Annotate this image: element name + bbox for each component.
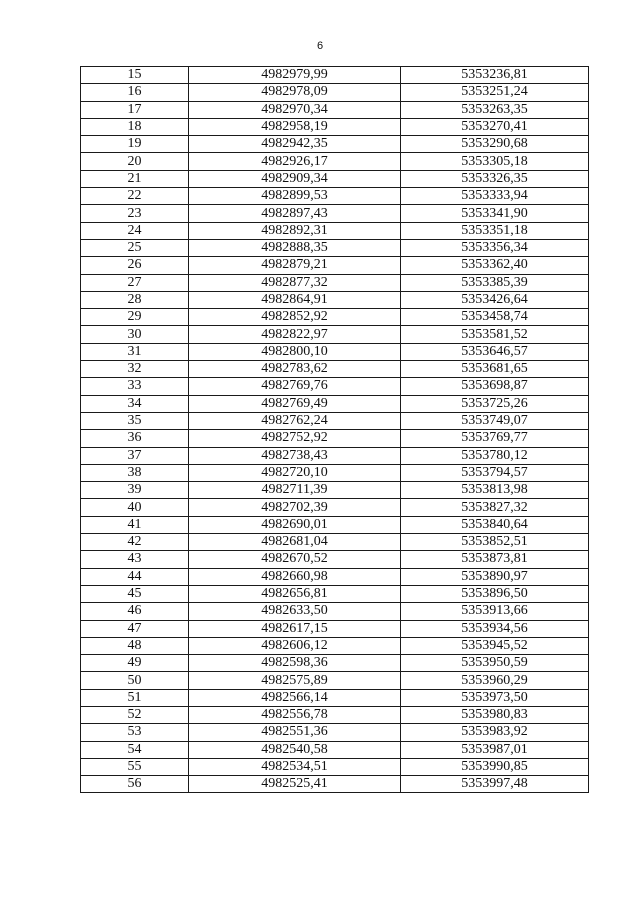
table-row: [81, 274, 589, 291]
point-number-cell: 15: [81, 67, 189, 84]
table-row: [81, 568, 589, 585]
x-coordinate-cell: 4982556,78: [189, 706, 401, 723]
point-number-cell: 47: [81, 620, 189, 637]
table-row: [81, 637, 589, 654]
y-coordinate-cell: 5353270,41: [401, 118, 589, 135]
x-coordinate-cell: 4982888,35: [189, 239, 401, 256]
table-row: [81, 551, 589, 568]
x-coordinate-cell: 4982769,76: [189, 378, 401, 395]
y-coordinate-cell: 5353333,94: [401, 188, 589, 205]
x-coordinate-cell: 4982877,32: [189, 274, 401, 291]
point-number-cell: 42: [81, 534, 189, 551]
point-number-cell: 45: [81, 585, 189, 602]
table-row: [81, 395, 589, 412]
x-coordinate-cell: 4982800,10: [189, 343, 401, 360]
table-row: [81, 603, 589, 620]
y-coordinate-cell: 5353725,26: [401, 395, 589, 412]
point-number-cell: 56: [81, 776, 189, 793]
y-coordinate-cell: 5353913,66: [401, 603, 589, 620]
x-coordinate-cell: 4982660,98: [189, 568, 401, 585]
x-coordinate-cell: 4982711,39: [189, 482, 401, 499]
x-coordinate-cell: 4982899,53: [189, 188, 401, 205]
x-coordinate-cell: 4982617,15: [189, 620, 401, 637]
x-coordinate-cell: 4982566,14: [189, 689, 401, 706]
x-coordinate-cell: 4982525,41: [189, 776, 401, 793]
table-row: [81, 499, 589, 516]
point-number-cell: 21: [81, 170, 189, 187]
table-row: [81, 326, 589, 343]
x-coordinate-cell: 4982783,62: [189, 361, 401, 378]
y-coordinate-cell: 5353646,57: [401, 343, 589, 360]
y-coordinate-cell: 5353698,87: [401, 378, 589, 395]
point-number-cell: 34: [81, 395, 189, 412]
point-number-cell: 33: [81, 378, 189, 395]
y-coordinate-cell: 5353769,77: [401, 430, 589, 447]
table-row: [81, 291, 589, 308]
point-number-cell: 29: [81, 309, 189, 326]
point-number-cell: 43: [81, 551, 189, 568]
table-row: [81, 758, 589, 775]
x-coordinate-cell: 4982681,04: [189, 534, 401, 551]
x-coordinate-cell: 4982551,36: [189, 724, 401, 741]
point-number-cell: 48: [81, 637, 189, 654]
table-row: [81, 689, 589, 706]
point-number-cell: 16: [81, 84, 189, 101]
x-coordinate-cell: 4982879,21: [189, 257, 401, 274]
table-body: [81, 67, 589, 793]
y-coordinate-cell: 5353890,97: [401, 568, 589, 585]
y-coordinate-cell: 5353934,56: [401, 620, 589, 637]
point-number-cell: 26: [81, 257, 189, 274]
y-coordinate-cell: 5353385,39: [401, 274, 589, 291]
point-number-cell: 23: [81, 205, 189, 222]
x-coordinate-cell: 4982769,49: [189, 395, 401, 412]
table-row: [81, 343, 589, 360]
y-coordinate-cell: 5353983,92: [401, 724, 589, 741]
y-coordinate-cell: 5353326,35: [401, 170, 589, 187]
point-number-cell: 30: [81, 326, 189, 343]
point-number-cell: 53: [81, 724, 189, 741]
table-row: [81, 776, 589, 793]
y-coordinate-cell: 5353780,12: [401, 447, 589, 464]
table-row: [81, 741, 589, 758]
point-number-cell: 31: [81, 343, 189, 360]
point-number-cell: 46: [81, 603, 189, 620]
point-number-cell: 25: [81, 239, 189, 256]
point-number-cell: 55: [81, 758, 189, 775]
x-coordinate-cell: 4982598,36: [189, 655, 401, 672]
table-row: [81, 378, 589, 395]
y-coordinate-cell: 5353749,07: [401, 412, 589, 429]
point-number-cell: 38: [81, 464, 189, 481]
x-coordinate-cell: 4982752,92: [189, 430, 401, 447]
x-coordinate-cell: 4982702,39: [189, 499, 401, 516]
y-coordinate-cell: 5353305,18: [401, 153, 589, 170]
y-coordinate-cell: 5353251,24: [401, 84, 589, 101]
point-number-cell: 54: [81, 741, 189, 758]
y-coordinate-cell: 5353990,85: [401, 758, 589, 775]
y-coordinate-cell: 5353794,57: [401, 464, 589, 481]
point-number-cell: 24: [81, 222, 189, 239]
x-coordinate-cell: 4982690,01: [189, 516, 401, 533]
y-coordinate-cell: 5353987,01: [401, 741, 589, 758]
x-coordinate-cell: 4982978,09: [189, 84, 401, 101]
table-row: [81, 534, 589, 551]
y-coordinate-cell: 5353362,40: [401, 257, 589, 274]
point-number-cell: 41: [81, 516, 189, 533]
point-number-cell: 52: [81, 706, 189, 723]
point-number-cell: 39: [81, 482, 189, 499]
x-coordinate-cell: 4982822,97: [189, 326, 401, 343]
y-coordinate-cell: 5353290,68: [401, 136, 589, 153]
x-coordinate-cell: 4982762,24: [189, 412, 401, 429]
point-number-cell: 44: [81, 568, 189, 585]
y-coordinate-cell: 5353896,50: [401, 585, 589, 602]
table-row: [81, 585, 589, 602]
y-coordinate-cell: 5353813,98: [401, 482, 589, 499]
x-coordinate-cell: 4982540,58: [189, 741, 401, 758]
x-coordinate-cell: 4982575,89: [189, 672, 401, 689]
table-row: [81, 724, 589, 741]
point-number-cell: 27: [81, 274, 189, 291]
y-coordinate-cell: 5353945,52: [401, 637, 589, 654]
y-coordinate-cell: 5353960,29: [401, 672, 589, 689]
point-number-cell: 51: [81, 689, 189, 706]
table-row: [81, 170, 589, 187]
y-coordinate-cell: 5353581,52: [401, 326, 589, 343]
point-number-cell: 18: [81, 118, 189, 135]
y-coordinate-cell: 5353236,81: [401, 67, 589, 84]
y-coordinate-cell: 5353980,83: [401, 706, 589, 723]
y-coordinate-cell: 5353681,65: [401, 361, 589, 378]
table-row: [81, 205, 589, 222]
point-number-cell: 40: [81, 499, 189, 516]
table-row: [81, 239, 589, 256]
x-coordinate-cell: 4982852,92: [189, 309, 401, 326]
table-row: [81, 101, 589, 118]
x-coordinate-cell: 4982720,10: [189, 464, 401, 481]
table-row: [81, 309, 589, 326]
table-row: [81, 516, 589, 533]
point-number-cell: 22: [81, 188, 189, 205]
x-coordinate-cell: 4982942,35: [189, 136, 401, 153]
table-row: [81, 118, 589, 135]
x-coordinate-cell: 4982534,51: [189, 758, 401, 775]
table-row: [81, 672, 589, 689]
page-number: 6: [316, 40, 324, 52]
y-coordinate-cell: 5353351,18: [401, 222, 589, 239]
table-row: [81, 361, 589, 378]
table-row: [81, 464, 589, 481]
y-coordinate-cell: 5353827,32: [401, 499, 589, 516]
x-coordinate-cell: 4982656,81: [189, 585, 401, 602]
x-coordinate-cell: 4982606,12: [189, 637, 401, 654]
coordinates-table: [80, 66, 589, 793]
y-coordinate-cell: 5353356,34: [401, 239, 589, 256]
x-coordinate-cell: 4982670,52: [189, 551, 401, 568]
point-number-cell: 32: [81, 361, 189, 378]
point-number-cell: 49: [81, 655, 189, 672]
y-coordinate-cell: 5353263,35: [401, 101, 589, 118]
point-number-cell: 36: [81, 430, 189, 447]
y-coordinate-cell: 5353997,48: [401, 776, 589, 793]
point-number-cell: 17: [81, 101, 189, 118]
table-row: [81, 84, 589, 101]
point-number-cell: 50: [81, 672, 189, 689]
x-coordinate-cell: 4982926,17: [189, 153, 401, 170]
table-row: [81, 188, 589, 205]
y-coordinate-cell: 5353852,51: [401, 534, 589, 551]
y-coordinate-cell: 5353950,59: [401, 655, 589, 672]
point-number-cell: 19: [81, 136, 189, 153]
table-row: [81, 412, 589, 429]
y-coordinate-cell: 5353973,50: [401, 689, 589, 706]
x-coordinate-cell: 4982958,19: [189, 118, 401, 135]
y-coordinate-cell: 5353341,90: [401, 205, 589, 222]
point-number-cell: 37: [81, 447, 189, 464]
x-coordinate-cell: 4982864,91: [189, 291, 401, 308]
table-row: [81, 222, 589, 239]
x-coordinate-cell: 4982970,34: [189, 101, 401, 118]
table-row: [81, 655, 589, 672]
table-row: [81, 447, 589, 464]
y-coordinate-cell: 5353840,64: [401, 516, 589, 533]
table-row: [81, 136, 589, 153]
x-coordinate-cell: 4982897,43: [189, 205, 401, 222]
x-coordinate-cell: 4982979,99: [189, 67, 401, 84]
y-coordinate-cell: 5353426,64: [401, 291, 589, 308]
y-coordinate-cell: 5353458,74: [401, 309, 589, 326]
point-number-cell: 20: [81, 153, 189, 170]
point-number-cell: 35: [81, 412, 189, 429]
table-row: [81, 67, 589, 84]
table-row: [81, 706, 589, 723]
x-coordinate-cell: 4982892,31: [189, 222, 401, 239]
table-row: [81, 257, 589, 274]
y-coordinate-cell: 5353873,81: [401, 551, 589, 568]
x-coordinate-cell: 4982633,50: [189, 603, 401, 620]
table-row: [81, 482, 589, 499]
x-coordinate-cell: 4982909,34: [189, 170, 401, 187]
table-row: [81, 430, 589, 447]
table-row: [81, 153, 589, 170]
table-row: [81, 620, 589, 637]
x-coordinate-cell: 4982738,43: [189, 447, 401, 464]
point-number-cell: 28: [81, 291, 189, 308]
